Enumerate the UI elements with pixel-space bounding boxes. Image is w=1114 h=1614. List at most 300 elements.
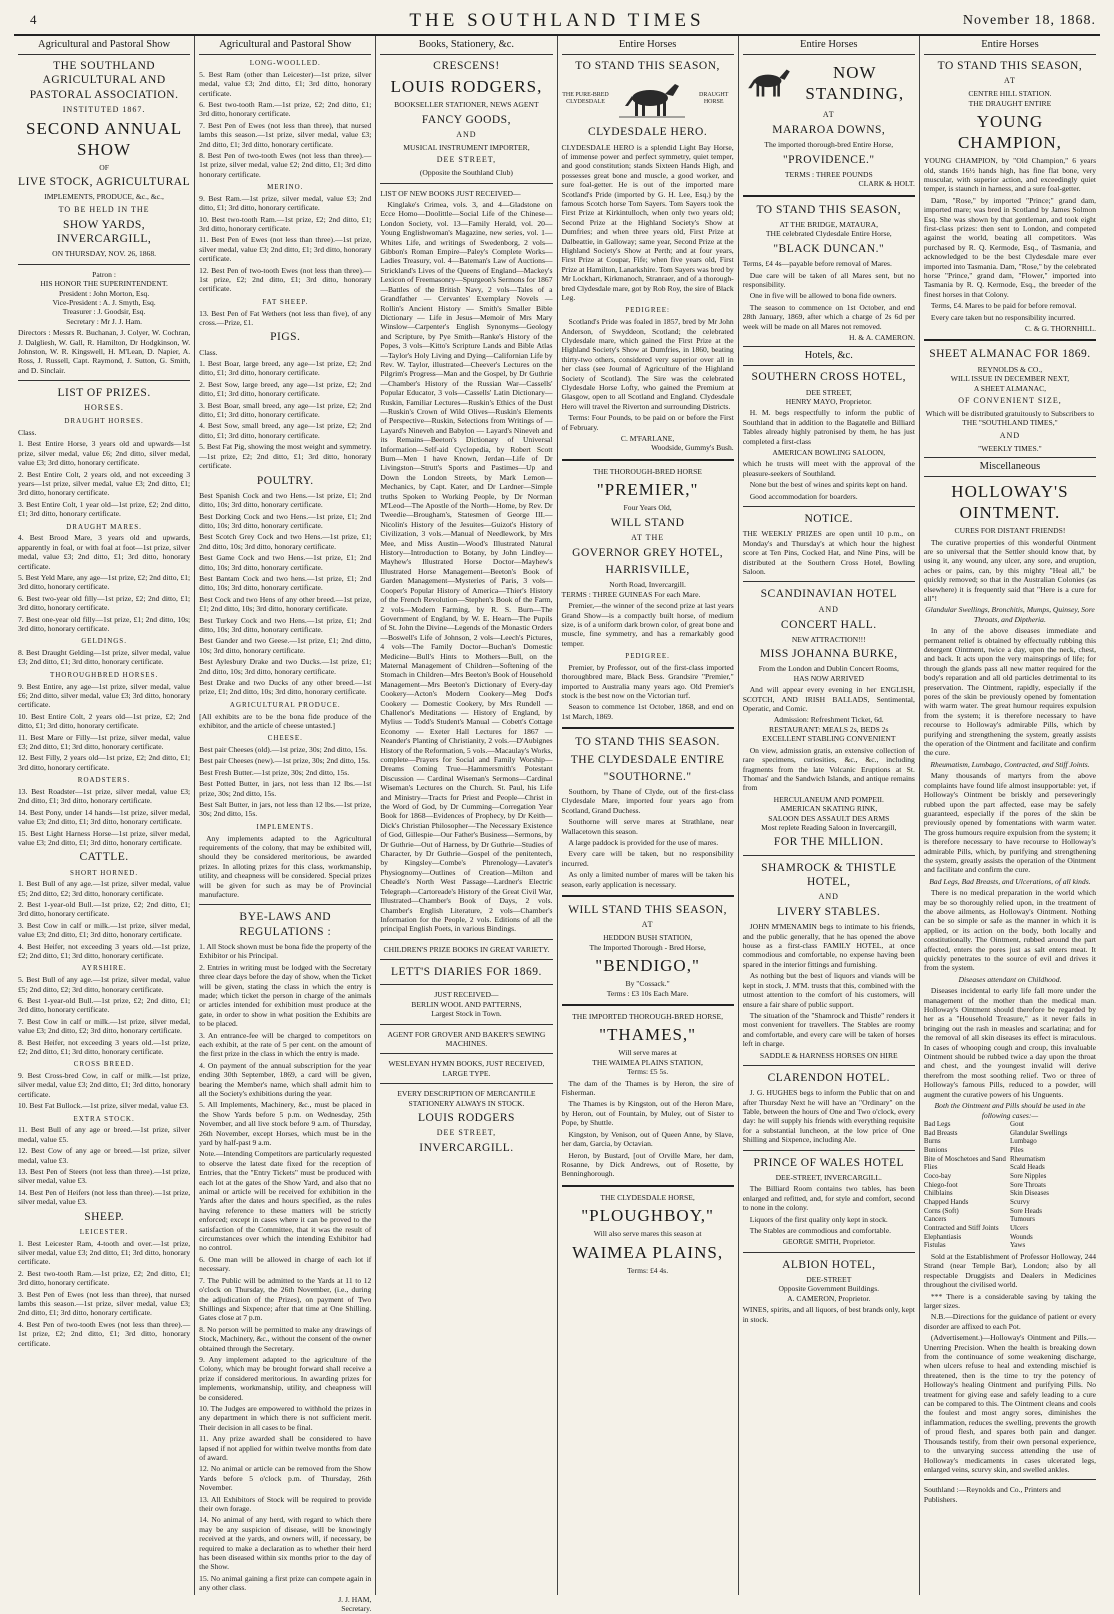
terms: Terms: Four Pounds, to be paid on or before the First of February. xyxy=(561,413,734,432)
prize-item: 2. Best Sow, large breed, any age—1st prize, £2; 2nd ditto, £1; 3rd ditto, honorary certificate. xyxy=(199,379,372,399)
pedigree-text: Scotland's Pride was foaled in 1857, bred by Mr John Anderson, of Swyddeon, Scotland; the celebrated Clydesdale mare, which gained the First Prize at the Highland Society's Show at Dumfries, in 1860, beating thirty-two others, considered very superior over all in her class (see Journal of Agriculture of the Highland Society of Scotland). The Sire was the celebrated Clydesdale Horse Lofty, who gained the Premium at Glasgow, open to all Scotland and England. Clydesdale Hero will travel the Riverton and surrounding Districts. xyxy=(561,317,734,411)
owner-address: Woodside, Gummy's Bush. xyxy=(651,443,734,453)
clarendon-text: J. G. HUGHES begs to inform the Public that on and after Thursday Next he will have an "Ordinary" on the Table, between the hours of One and Two o'clock, every day: he will supply his friends with everything requisite for a substantial luncheon, at the low price of One Shilling and Sixpence, including Ale. xyxy=(742,1088,915,1145)
sc-text: H. M. begs respectfully to inform the public of Southland that in addition to the Bagatelle and Billiard Tables already highly patronised by them, he has just completed a first-class xyxy=(742,408,915,446)
prize-item: Best Turkey Cock and two Hens.—1st prize, £1; 2nd ditto, 10s; 3rd ditto, honorary certificate. xyxy=(199,615,372,635)
prize-item: 5. Best Ram (other than Leicester)—1st prize, silver medal, value £3; 2nd ditto, £1; 3rd ditto, honorary certificate. xyxy=(199,69,372,98)
column-6 xyxy=(920,36,1100,1595)
newspaper-title: THE SOUTHLAND TIMES xyxy=(409,10,705,31)
holloway-text: There is no medical preparation in the world which may be so thoroughly relied upon, in the treatment of the above ailments, as Holloway's Ointment. Nothing can be so simple or safe as the manner in which it is applied, or its action on the body, both locally and constitutionally. The Ointment, rubbed around the part affected, enters the pores just as salt enters meat. It quickly penetrates to the source of evil and drives it from the system. xyxy=(923,888,1097,973)
just-received: JUST RECEIVED— xyxy=(434,990,499,1000)
patron-label: Patron : xyxy=(92,269,116,279)
prize-item: 10. Best two-tooth Ram.—1st prize, £2; 2nd ditto, £1; 3rd ditto, honorary certificate. xyxy=(199,214,372,234)
prize-item: 8. Best Draught Gelding—1st prize, silver medal, value £3; 2nd ditto, £1; 3rd ditto, honorary certificate. xyxy=(18,648,191,667)
sold-at: Sold at the Establishment of Professor Holloway, 244 Strand (near Temple Bar), London; also by all respectable Druggists and Dealers in Medicines throughout the civilised world. xyxy=(923,1251,1097,1290)
hero-description: CLYDESDALE HERO is a splendid Light Bay Horse, of immense power and perfect symmetry, quiet temper, and good constitution; stands Sixteen Hands High, and possesses great bone and muscle, a good worker, and sure foal-getter. He is out of the imported mare Scotland's Pride (imported by G. H. Lee, Esq.) by the famous Scotch horse Tom Sayers. Tom Sayers took the First Prize at Kirkintulloch, when only two years old; Second Prize at the Highland Society's Show at Dumfries; and when three years old, First Prize at Dalbeattie, in Galloway; same year, Second Prize at the Highland Society's Show at Perth; and at four years, First Prize at Coupar, Fife; when five years old, First Prize at Hamilton, Lanarkshire. Tom Sayers was bred by Mr Lockhart, Kirkmanoch, Stranraer, and of a thorough-bred Clydesdale mare, got by Rob Roy, the sire of Black Leg. xyxy=(561,142,734,303)
prize-item: 6. Best two-year old filly—1st prize, £2; 2nd ditto, £1; 3rd ditto, honorary certificate. xyxy=(18,593,191,613)
horse-illustration-icon xyxy=(743,65,795,101)
at-label: AT xyxy=(822,110,835,120)
cut-caption-right: DRAUGHT HORSE xyxy=(699,91,729,106)
case-item: Scurvy xyxy=(1009,1197,1030,1206)
case-item: Chilblains xyxy=(923,1189,953,1198)
column-4 xyxy=(558,36,739,1595)
printer-imprint: Southland :—Reynolds and Co., Printers and Publishers. xyxy=(923,1485,1061,1504)
case-item: Lumbago xyxy=(1009,1137,1037,1146)
childrens-books: CHILDREN'S PRIZE BOOKS IN GREAT VARIETY. xyxy=(383,944,550,954)
livery-stables: LIVERY STABLES. xyxy=(777,906,881,918)
short-horned-heading: SHORT HORNED. xyxy=(70,868,139,877)
advertisement-text: (Advertisement.)—Holloway's Ointment and Pills.—Unerring Precision. When the health is breaking down from the continuance of some weakening discharge, when ulcers refuse to heal and extending mischief is threatened, then is the time to try the potency of Holloway's healing Ointment and purifying Pills. No treatment for giving ease and safely leading to a cure can be compared to this. The Ointment cleans and cools the foulest and most angry sores, diminishes the inflammation, reduces the swelling, prevents the growth of proud flesh, and spares both pain and danger. Thousands testify, from their own personal experience, to the unvarying success attending the use of Holloway's medicaments in cases ulcerated legs, enlarged veins, scurvy skin, and swelled ankles. xyxy=(923,1333,1097,1474)
governor-grey-hotel: GOVERNOR GREY HOTEL, xyxy=(572,546,724,559)
to-stand-heading: TO STAND THIS SEASON, xyxy=(756,203,902,216)
waimea-station: THE WAIMEA PLAINS STATION, xyxy=(592,1057,703,1067)
miscellaneous-heading: Miscellaneous xyxy=(924,457,1096,477)
show-title: SECOND ANNUAL SHOW xyxy=(26,118,183,159)
prize-item: Best pair Cheeses (old).—1st prize, 30s; 2nd ditto, 15s. xyxy=(199,745,368,755)
case-item: Bad Breasts xyxy=(923,1128,958,1137)
pw-owner: GEORGE SMITH, Proprietor. xyxy=(782,1237,875,1247)
thames-name: "THAMES," xyxy=(599,1025,697,1045)
column-heading: Agricultural and Pastoral Show xyxy=(18,36,190,55)
prize-item: Best Cock and two Hens of any other breed.—1st prize, £1; 2nd ditto, 10s; 3rd ditto, honorary certificate. xyxy=(199,594,372,614)
now-standing: NOW STANDING, xyxy=(805,63,905,104)
class-label: Class. xyxy=(199,347,218,357)
southorne-text: Southorn, by Thane of Clyde, out of the first-class Clydesdale Mare, imported four years ago from Scotland, Grand Duchess. xyxy=(561,787,734,815)
implements: IMPLEMENTS, PRODUCE, &c., &c., xyxy=(44,192,164,202)
convenient-size: OF CONVENIENT SIZE, xyxy=(958,395,1062,405)
and-label: AND xyxy=(818,604,839,614)
case-item: Fistulas xyxy=(923,1241,946,1250)
prize-item: 2. Best two-tooth Ram.—1st prize, £2; 2nd ditto, £1; 3rd ditto, honorary certificate. xyxy=(18,1268,191,1288)
page-number: 4 xyxy=(30,12,37,27)
column-heading: Entire Horses xyxy=(743,36,915,55)
prize-item: 5. Best Fat Pig, showing the most weight and symmetry.—1st prize, £2; 2nd ditto, £1; 3rd ditto, honorary certificate. xyxy=(199,442,372,471)
prize-item: 13. Best Pen of Fat Wethers (not less than five), of any cross.—Prize, £1. xyxy=(199,308,372,327)
pigs-heading: PIGS. xyxy=(270,331,301,344)
saloon-arms: SALOON DES ASSAULT DES ARMS xyxy=(768,813,890,823)
prize-item: 7. Best one-year old filly—1st prize, £1; 2nd ditto, 10s; 3rd ditto, honorary certificate. xyxy=(18,614,191,633)
to-stand-heading: TO STAND THIS SEASON, xyxy=(575,60,720,73)
case-item: Contracted and Stiff Joints xyxy=(923,1223,999,1232)
bridge-mataura: AT THE BRIDGE, MATAURA, xyxy=(779,220,878,230)
case-item: Corns (Soft) xyxy=(923,1206,959,1215)
prize-item: Best Fresh Butter.—1st prize, 30s; 2nd ditto, 15s. xyxy=(199,767,350,777)
pw-street: DEE-STREET, INVERCARGILL. xyxy=(775,1172,882,1182)
premier-terms: TERMS : THREE GUINEAS For each Mare. xyxy=(561,589,701,599)
prize-item: 4. Best Heifer, not exceeding 3 years old.—1st prize, £2; 2nd ditto, £1; 3rd ditto, honorary certificate. xyxy=(18,941,191,961)
premier-heading: THE THOROUGH-BRED HORSE xyxy=(593,466,702,476)
bylaw-item: 8. No person will be permitted to make any drawings of Stock, Machinery, &c., without the consent of the owner obtained through the Secretary. xyxy=(199,1324,372,1353)
accommodation: Good accommodation for boarders. xyxy=(749,491,858,501)
agricultural-produce-heading: AGRICULTURAL PRODUCE. xyxy=(229,700,341,709)
column-3 xyxy=(376,36,557,1595)
to-stand-heading: TO STAND THIS SEASON, xyxy=(937,60,1083,73)
prize-item: Best Potted Butter, in jars, not less than 12 lbs.—1st prize, 30s; 2nd ditto, 15s. xyxy=(199,779,372,798)
will-stand: WILL STAND xyxy=(610,516,685,529)
albion-wines: WINES, spirits, and all liquors, of best brands only, kept in stock. xyxy=(742,1305,915,1324)
prize-item: 2. Best 1-year-old Bull.—1st prize, £2; 2nd ditto, £1; 3rd ditto, honorary certificate. xyxy=(18,900,191,919)
bylaw-item: 14. No animal of any herd, with regard to which there may be any suspicion of disease, will be knowingly received at the yards, and owners will, if necessary, be required to make a declaration as to whether their herd has been diseased within six months prior to the day of the Show. xyxy=(199,1515,372,1572)
merino-heading: MERINO. xyxy=(267,183,304,192)
prize-item: 2. Best Entire Colt, 2 years old, and not exceeding 3 years—1st prize, silver medal, value £3; 2nd ditto, £1; 3rd ditto, honorary certificate. xyxy=(18,469,191,498)
show-yards: SHOW YARDS, INVERCARGILL, xyxy=(56,218,152,246)
secretary-role: Secretary. xyxy=(341,1604,372,1614)
vice-president: Vice-President : A. J. Smyth, Esq. xyxy=(52,297,156,307)
holloway-text: Diseases incidental to early life fall more under the management of the mother than the medical man. Holloway's Ointment should therefore be regarded by her as a "Household Treasure," as it never fails in bringing out the rash in measles and scarlatina; and for the removal of all skin diseases its effect is miraculous. In cases of whooping cough and croup, this invaluable Ointment should be rubbed twice a day upon the throat and chest, and the youngest invalid will derive therefrom the most soothing relief. Two or three of Holloway's famous Pills, reduced to a powder, will augment the curative powers of his Unguents. xyxy=(923,986,1097,1099)
childhood-heading: Diseases attendant on Childhood. xyxy=(958,974,1062,984)
reading-saloon: Most replete Reading Saloon in Invercargill, xyxy=(761,822,897,832)
prize-item: 14. Best Pony, under 14 hands—1st prize, silver medal, value £3; 2nd ditto, £1; 3rd ditto, honorary certificate. xyxy=(18,807,191,827)
case-item: Sore Nipples xyxy=(1009,1171,1047,1180)
will-issue: WILL ISSUE IN DECEMBER NEXT, xyxy=(950,374,1070,384)
thames-text: Kingston, by Venison, out of Queen Anne, by Slave, her dam, Garcia, by Octavian. xyxy=(561,1129,734,1149)
new-books-heading: LIST OF NEW BOOKS JUST RECEIVED— xyxy=(380,188,521,198)
class-label: Class. xyxy=(18,428,37,437)
bylaw-item: 6. One man will be allowed in charge of each lot if necessary. xyxy=(199,1254,372,1274)
prize-item: 1. Best Bull of any age.—1st prize, silver medal, value £5; 2nd ditto, £2; 3rd ditto, honorary certificate. xyxy=(18,879,191,898)
bookseller-name: LOUIS RODGERS, xyxy=(390,77,543,97)
case-item: Scald Heads xyxy=(1009,1163,1045,1172)
prize-item: 13. Best Roadster—1st prize, silver medal, value £3; 2nd ditto, £1; 3rd ditto, honorary certificate. xyxy=(18,786,191,806)
owner-name: H. & A. CAMERON. xyxy=(849,332,915,342)
providence-name: "PROVIDENCE." xyxy=(782,153,875,166)
premier-name: "PREMIER," xyxy=(596,480,699,500)
cases-right-column xyxy=(1010,1120,1096,1250)
prize-item: 7. Best Cow in calf or milk.—1st prize, silver medal, value £3; 2nd ditto, £2; 3rd ditto, honorary certificate. xyxy=(18,1016,191,1036)
centre-hill: CENTRE HILL STATION. xyxy=(968,89,1052,99)
stabling: EXCELLENT STABLING CONVENIENT xyxy=(762,734,896,744)
signature-name: LOUIS RODGERS xyxy=(417,1112,515,1125)
issue-date: November 18, 1868. xyxy=(962,13,1096,28)
at-label: AT xyxy=(1004,76,1016,86)
appear-text: And will appear every evening in her ENGLISH, SCOTCH, AND IRISH BALLADS, Sentimental, Operatic, and Comic. xyxy=(742,685,915,714)
thames-terms: Terms: £5 5s. xyxy=(627,1067,669,1077)
case-item: Chiego-foot xyxy=(923,1180,958,1189)
rheumatism-heading: Rheumatism, Lumbago, Contracted, and Stiff Joints. xyxy=(930,759,1090,769)
prize-item: 5. Best Bull of any age.—1st prize, silver medal, value £5; 2nd ditto, £2; 3rd ditto, honorary certificate. xyxy=(18,975,191,994)
prize-item: Best Bantam Cock and two hens.—1st prize, £1; 2nd ditto, 10s; 3rd ditto, honorary certificate. xyxy=(199,574,372,593)
pw-stables: The Stables are commodious and comfortable. xyxy=(749,1225,891,1235)
street: DEE STREET, xyxy=(436,155,497,165)
directors: Directors : Messrs R. Buchanan, J. Colyer, W. Cochran, J. Dalgliesh, W. Gall, R. Hamilton, Dr Hodgkinson, W. Johnston, W. R. Kingswell, H. M'Lean, D. Napier, A. Ross, J. Russell, Capt. Raymond, J. Sutton, G. Smith, and D. Sinclair. xyxy=(18,328,191,375)
patron: HIS HONOR THE SUPERINTENDENT. xyxy=(40,279,168,289)
prize-item: 9. Best Ram.—1st prize, silver medal, value £3; 2nd ditto, £1; 3rd ditto, honorary certificate. xyxy=(199,193,372,213)
mararoa-downs: MARAROA DOWNS, xyxy=(772,124,886,137)
prince-of-wales-hotel: PRINCE OF WALES HOTEL xyxy=(753,1156,905,1169)
shamrock-text: JOHN M'MENAMIN begs to intimate to his friends, and the public generally, that he has opened the above house as a first-class FAMILY HOTEL, at once commodious and comfortable, no expense having been spared in the interior fittings and furnishing. xyxy=(742,922,915,969)
albion-hotel: ALBION HOTEL, xyxy=(782,1258,876,1271)
holloway-text: The curative properties of this wonderful Ointment are so universal that the Settler should know that, by using it, any wound, any ulcer, any sore, and eruption, aches or pains, can, by this mighty "Heal all," be quickly removed; so that in the Australian Colonies (as elsewhere) it is frequently said that "Here is a cure for all"! xyxy=(923,537,1097,603)
nb-note: N.B.—Directions for the guidance of patient or every disorder are affixed to each Pot. xyxy=(923,1312,1097,1331)
case-item: Skin Diseases xyxy=(1009,1189,1050,1198)
bd-allowance: One in five will be allowed to bona fide owners. xyxy=(749,291,897,301)
column-5 xyxy=(739,36,920,1595)
prize-item: Best Dorking Cock and two Hens.—1st prize, £1; 2nd ditto, 10s; 3rd ditto, honorary certificate. xyxy=(199,511,372,530)
thames-heading: THE IMPORTED THOROUGH-BRED HORSE, xyxy=(572,1011,724,1021)
prize-item: 13. Best Pen of Steers (not less than three).—1st prize, silver medal, value £3. xyxy=(18,1167,191,1186)
prize-item: Best Gander and two Geese.—1st prize, £1; 2nd ditto, 10s; 3rd ditto, honorary certificate. xyxy=(199,636,372,655)
prize-item: 9. Best Entire, any age—1st prize, silver medal, value £6; 2nd ditto, silver medal, value £3; 3rd ditto, honorary certificate. xyxy=(18,681,191,710)
premier-season: Season to commence 1st October, 1868, and end on 1st March, 1869. xyxy=(561,702,734,721)
implements-heading: IMPLEMENTS. xyxy=(256,822,314,831)
produce-note: [All exhibits are to be the bona fide produce of the exhibitor, and the article of cheese untasted.] xyxy=(199,711,372,730)
ayrshire-heading: AYRSHIRE. xyxy=(81,964,127,973)
case-item: Chapped Hands xyxy=(923,1197,969,1206)
ploughboy-serve: Will also serve mares this season at xyxy=(593,1229,702,1239)
holloway-text: In any of the above diseases immediate and permanent relief is obtained by effectually rubbing this detergent Ointment, twice a day, upon the neck, chest, and back. It acts upon the very mainsprings of life; for through the glands pass all new matter required for the body's reparation and all old particles detrimental to its preservation. The Ointment, rapidly, especially if the pores of the skin be previously opened by fomentation with warm water. The great humour requires expulsion from the system; it is therefore necessary to have recourse to Holloway's admirable Pills, which by purifying and strengthening the system, greatly assists the operation of the Ointment and facilitate and confirm the cure. xyxy=(923,626,1097,758)
president: President : John Morton, Esq. xyxy=(58,288,150,298)
bd-season: The season to commence on 1st October, and end 28th January, 1869, after which a charge of 2s 6d per week will be made on all Mares not removed. xyxy=(742,302,915,331)
north-road: North Road, Invercargill. xyxy=(609,580,686,590)
masthead xyxy=(14,4,1100,36)
sc-owner: HENRY MAYO, Proprietor. xyxy=(785,397,872,407)
young-champion-name: YOUNG CHAMPION, xyxy=(957,111,1062,153)
from-london: From the London and Dublin Concert Rooms, xyxy=(758,664,899,674)
prize-item: 3. Best Entire Colt, 1 year old—1st prize, £2; 2nd ditto, £1; 3rd ditto, honorary certificate. xyxy=(18,499,191,519)
draught-horses-heading: DRAUGHT HORSES. xyxy=(64,417,144,426)
yc-text: YOUNG CHAMPION, by "Old Champion," 6 years old, stands 16½ hands high, has fine flat bone, very muscular, with superior action, and exceedingly quiet temper, is staunch in harness, and a sure foal-getter. xyxy=(923,156,1097,194)
has-arrived: HAS NOW ARRIVED xyxy=(793,673,864,683)
prize-item: 15. Best Light Harness Horse—1st prize, silver medal, value £3; 2nd ditto, £1; 3rd ditto, honorary certificate. xyxy=(18,828,191,847)
column-1 xyxy=(14,36,195,1595)
notice-text: THE WEEKLY PRIZES are open until 10 p.m., on Monday's and Thursday's at which hour the highest score at Ten Pins, Cocked Hat, and Nine Pins, will be distributed at the Southern Cross Hotel, Bowling Saloon. xyxy=(742,529,915,576)
imported-horse: The imported thorough-bred Entire Horse, xyxy=(764,140,894,150)
albion-street: DEE-STREET xyxy=(806,1274,852,1284)
hotels-heading: Hotels, &c. xyxy=(743,346,915,366)
letts-diaries: LETT'S DIARIES FOR 1869. xyxy=(391,966,542,979)
held-label: TO BE HELD IN THE xyxy=(58,204,150,214)
bd-care: Due care will be taken of all Mares sent, but no responsibility. xyxy=(742,270,915,289)
prize-item: 4. Best Brood Mare, 3 years old and upwards, apparently in foal, or with foal at foot—1st prize, silver medal, value £3; 2nd ditto, £1; 3rd ditto, honorary certificate. xyxy=(18,533,191,571)
yc-pedigree: Dam, "Rose," by imported "Prince;" grand dam, imported mare; was bred in Scotland by James Solmon Esq. She was shown by that gentleman, and took eight first-class prizes: then sent to London, and competed against the world, beating all competitors. Was purchased by R. Q. Kermode, Esq., of Tasmania, and acknowledged to be the best Clydesdale mare ever imported into Tasmania. Dam, "Rose," by the celebrated horse "Prince," grand dam, "Flower," imported into Tasmania by R. Q. Kermode, Esq., the breeder of the finest horses in that Colony. xyxy=(923,195,1097,299)
waimea-plains: WAIMEA PLAINS, xyxy=(572,1242,724,1262)
prize-item: 3. Best Boar, small breed, any age—1st prize, £2; 2nd ditto, £1; 3rd ditto, honorary certificate. xyxy=(199,400,372,420)
will-stand-heading: WILL STAND THIS SEASON, xyxy=(568,904,727,917)
prize-item: 10. Best Entire Colt, 2 years old—1st prize, £2; 2nd ditto, £1; 3rd ditto, honorary certificate. xyxy=(18,711,191,731)
thames-text: The dam of the Thames is by Heron, the sire of Fisherman. xyxy=(561,1078,734,1098)
and-label: AND xyxy=(456,130,477,139)
black-duncan-name: "BLACK DUNCAN." xyxy=(773,242,885,255)
cattle-heading: CATTLE. xyxy=(79,851,129,864)
owner-name: C. M'FARLANE, xyxy=(620,433,675,443)
column-heading: Books, Stationery, &c. xyxy=(380,36,552,55)
bylaw-item: 9. Any implement adapted to the agriculture of the Colony, which may be brought forward shall receive a prize if considered meritorious. In awarding prizes for implements, workmanship, utility, and cheapness will be considered. xyxy=(199,1354,372,1402)
case-item: Burns xyxy=(923,1137,941,1146)
best-wines: None but the best of wines and spirits kept on hand. xyxy=(749,480,908,490)
prize-item: 6. Best two-tooth Ram.—1st prize, £2; 2nd ditto, £1; 3rd ditto, honorary certificate. xyxy=(199,99,372,119)
serve-at: Will serve mares at xyxy=(618,1048,677,1058)
geldings-heading: GELDINGS. xyxy=(81,637,127,646)
prize-item: 3. Best Cow in calf or milk.—1st prize, silver medal, value £3; 2nd ditto, £1; 3rd ditto, honorary certificate. xyxy=(18,920,191,940)
johanna-burke: MISS JOHANNA BURKE, xyxy=(759,648,898,661)
sheet-almanac-heading: SHEET ALMANAC FOR 1869. xyxy=(929,348,1091,361)
extra-stock-heading: EXTRA STOCK. xyxy=(73,1114,135,1123)
cases-table xyxy=(924,1120,1096,1250)
prize-item: Best Scotch Grey Cock and two Hens.—1st prize, £1; 2nd ditto, 10s; 3rd ditto, honorary certificate. xyxy=(199,532,372,551)
sc-street: DEE STREET, xyxy=(805,387,852,397)
prize-item: 11. Best Mare or Filly—1st prize, silver medal, value £3; 2nd ditto, £1; 3rd ditto, honorary certificate. xyxy=(18,732,191,751)
holloway-ointment: HOLLOWAY'S OINTMENT. xyxy=(951,481,1069,523)
case-item: Sore Heads xyxy=(1009,1206,1043,1215)
signature-street: DEE STREET, xyxy=(436,1128,497,1138)
saddle-harness: SADDLE & HARNESS HORSES ON HIRE xyxy=(759,1050,898,1060)
poultry-heading: POULTRY. xyxy=(256,474,314,487)
case-item: Sore Throats xyxy=(1009,1180,1046,1189)
prize-item: Best pair Cheeses (new).—1st prize, 30s; 2nd ditto, 15s. xyxy=(199,756,371,766)
weekly-times: "WEEKLY TIMES." xyxy=(978,443,1042,453)
owner-name: CLARK & HOLT. xyxy=(858,179,915,189)
prize-item: Best Drake and two Ducks of any other breed.—1st prize, £1; 2nd ditto, 10s; 3rd ditto, honorary certificate. xyxy=(199,678,372,697)
newspaper-columns xyxy=(14,36,1100,1614)
case-item: Rheumatism xyxy=(1009,1154,1046,1163)
bylaw-item: 7. The Public will be admitted to the Yards at 11 to 12 o'clock on Thursday, the 26th November, (i.e., during the adjudication of the Prizes), on payment of Two Shillings and Sixpence; after that time at One Shilling. Gates close at 7 p.m. xyxy=(199,1275,372,1323)
pedigree-heading: PEDIGREE. xyxy=(625,652,670,661)
case-item: Cancers xyxy=(923,1215,947,1224)
sewing-agent: AGENT FOR GROVER AND BAKER'S SEWING MACHINES. xyxy=(387,1029,546,1048)
musical-importer: MUSICAL INSTRUMENT IMPORTER, xyxy=(403,142,530,152)
admission: Admission: Refreshment Ticket, 6d. xyxy=(773,715,884,725)
prize-item: Best Aylesbury Drake and two Ducks.—1st prize, £1; 2nd ditto, 10s; 3rd ditto, honorary certificate. xyxy=(199,657,372,676)
draught-entire: THE DRAUGHT ENTIRE xyxy=(968,98,1052,108)
and-label: AND xyxy=(999,430,1021,440)
prize-item: 7. Best Pen of Ewes (not less than three), that nursed lambs this season.—1st prize, silver medal, value £3; 2nd ditto, £1; 3rd ditto, honorary certificate. xyxy=(199,120,372,149)
bylaw-item: 11. Any prize awarded shall be considered to have lapsed if not applied for within twelve months from date of award. xyxy=(199,1434,372,1463)
show-date: ON THURSDAY, NOV. 26, 1868. xyxy=(52,249,157,259)
case-item: Piles xyxy=(1009,1145,1024,1154)
skating-rink: AMERICAN SKATING RINK, xyxy=(780,804,878,814)
thoroughbred-heading: THOROUGHBRED HORSES. xyxy=(49,670,159,679)
case-item: Bunions xyxy=(923,1145,948,1154)
bylaw-item: 5. All Implements, Machinery, &c., must be placed in the Show Yards before 5 p.m. on Wednesday, 25th November, and all live stock before 9 a.m. of Thursday, 26th November, except Horses, which must be in the yard by half-past 9 a.m. xyxy=(199,1100,372,1148)
thames-text: Heron, by Bustard, [out of Orville Mare, her dam, Rosanne, by Dick Andrews, out of Rosette, by Benninghorough. xyxy=(561,1150,734,1179)
prize-item: Best Salt Butter, in jars, not less than 12 lbs.—1st prize, 30s; 2nd ditto, 15s. xyxy=(199,800,372,819)
bylaw-item: 4. On payment of the annual subscription for the year ending 30th September, 1869, a card will be given, bearing the Member's name, which shall admit him to all the Society's exhibitions during the year. xyxy=(199,1060,372,1098)
fat-sheep-heading: FAT SHEEP. xyxy=(262,297,309,306)
harrisville: HARRISVILLE, xyxy=(605,564,690,577)
restaurant: RESTAURANT: MEALS 2s, BEDS 2s xyxy=(769,724,889,734)
treasurer: Treasurer : J. Goodsir, Esq. xyxy=(62,307,146,317)
bylaw-item: 15. No animal gaining a first prize can compete again in any other class. xyxy=(199,1573,372,1593)
prize-item: 12. Best Pen of two-tooth Ewes (not less than three).—1st prize, £2; 2nd ditto, £1; 3rd ditto, honorary certificate. xyxy=(199,265,372,294)
reynolds: REYNOLDS & CO., xyxy=(977,364,1043,374)
draught-mares-heading: DRAUGHT MARES. xyxy=(66,522,142,531)
case-item: Bad Legs xyxy=(923,1119,951,1128)
at-label: AT xyxy=(641,920,654,930)
prize-item: 11. Best Pen of Ewes (not less than three).—1st prize, silver medal, value £3; 2nd ditto, £1; 3rd ditto, honorary certificate. xyxy=(199,235,372,264)
concert-hall: CONCERT HALL. xyxy=(780,618,877,631)
prize-item: Best Game Cock and two Hens.—1st prize, £1; 2nd ditto, 10s; 3rd ditto, honorary certificate. xyxy=(199,553,372,572)
notice-heading: NOTICE. xyxy=(804,513,854,526)
bowling-text: which he trusts will meet with the approval of the pleasure-seekers of Southland. xyxy=(742,459,915,478)
signature-town: INVERCARGILL. xyxy=(419,1142,514,1155)
southorne-heading: THE CLYDESDALE ENTIRE xyxy=(570,753,725,766)
prize-item: 10. Best Fat Bullock.—1st prize, silver medal, value £3. xyxy=(18,1101,189,1111)
premier-age: Four Years Old, xyxy=(623,503,672,513)
albion-opposite: Opposite Government Buildings. xyxy=(778,1284,880,1294)
opposite-club: (Opposite the Southland Club) xyxy=(419,168,513,178)
book-list: Kinglake's Crimea, vols. 3, and 4—Gladstone on Ecce Homo—Doolittle—Social Life of the Chinese—London Society, vol. 13—Family Herald, vol. 20—Young Englishwoman's Magazine, new series, vol. 1—Whites Life, and writings of Swedenborg, 2 vols—Gibbon's Roman Empire—Paley's Complete Works—Ladies Treasury, vol. 4—Bateman's Law of Auctions—Strickland's Lives of the Queens of England—Mackey's Lexicon of Freemasonry—Spurgeon's Sermons for 1867—Battles of the British Navy, 2 vols—Tales of a Grandfather — Cervantes' Exemplary Novels — Rollin's Ancient History — Smith's Smaller Bible Dictionary — Life in Jesus—Memoir of Mrs Mary Winslow—Carpenter's English Synonyms—Geology and Scripture, by Pye Smith—Ranke's History of the Popes, 3 vols—Kitto's Scripture Lands and Bible Atlas—Taylor's Holy Living and Dying—Californian Life by Rev. W. Taylor, illustrated—Cheever's Lectures on the Pilgrim's Progress—Man and the Gospel, by Dr Guthrie—Chamber's History of the Russian War—Cassells' Popular Educator, 3 vols—Cassells' Latin Dictionary—Ruskin, Familiar Lectures—Ruskin's Ethics of the Dust—Ruskin's Crown of Wild Olives—Ruskin's Elements of Perspective—Ruskin, Selections from Writings of — Layard's Nineveh and Babylon — Layard's Nineveh and its Remains—Beeton's Dictionary of Universal Information—Self-aid Cyclopedia, by Robert Scott Burn—Men I have Known, Jerdan—Life of Dr Livingston—Strutt's Sports and Pastimes—Up and Down the London Streets, by Mark Lemon—Mechanics, by Capt. Kater, and Dr Lardner—Simple truths Spoken to Working People, by Dr Norman M'Leod—The Apostle of the North—Home, by Rev. Dr Tweedie—Brougham's, Statesmen of George III.—Nicolin's History of the Jesuites—Guizot's History of Civilization, 3 vols.—Manual of Needlework, by Mrs Mee, and Miss Austin—Wood's Illustrated Natural History—Introduction to Botany, by John Lindley—Mayhew's Illustrated Horse Doctor—Mayhew's Illustrated Horse Management—Beeton's Book of Garden Management—Mysteries of Paris, 3 vols—Cooper's Popular History of America—Thier's History of the French Revolution—Stephen's Book of the Farm, 2 vols—Modern Farming, by R. S. Burn—The Government of England, by W. E. Hearn—The Pupils of St. John the Divine—Legends of the Monastic Orders—Boswell's Life of Johnson, 2 vols—Leech's Pictures, 4 vols—The Family Doctor—Buchan's Domestic Medicine—Bull's Hints to Mothers—Bull, on the Maternal Management of Children—Softening of the Stomach in Children—Mrs Beeton's Book of Household Management—Mrs Beeton's Dictionary of Every-day Cookery—Acton's Modern Cookery—Meg Dod's Cookery — Domestic Cookery, by Mrs Rundell — Challenor's Meditations — History of England, by Mylius — Todd's Student's Manual — Cobett's Cottage Economy — Exeter Hall Lectures for 1867 — Neander's Planting of Christianity, 2 vols.—D'Aubignes History of the Reformation, 5 vols.—Macaulay's Works, complete—Prayers for Social and Family Worship—Dreams Coming True—Hammersmith's Potestant Discussion — Cardinal Wiseman's Sermons—Cardinal Wiseman's Lectures on the Church. St. Paul, his Life and Ministry—Tracts for Priest and People—Christ in the Word of God, by Dr Cumming—Corregation Year Book for 1868—Evidences of Prophecy, by Dr Keith—Dick's Christian Philosopher—The Necessary Existence of God, Gillespie—Our Father's Business—Sermons, by Dr Guthrie—Out of Harness, by Dr Guthrie—Studies of Character, by Dr Guthrie—Gospel of the penitentech, by Kingsley—Combe's Phrenology—Lavater's Physiognomy—Outlines of Creation—Milton and Cheadle's North West Passage—Lardner's Electric Telegraph—Cartoreade's History of the Great Civil War, Illustrated—Chamber's Book of Days, 2 vols. Chamber's English Literature, 2 vols—Chamber's Information for the People, 2 vols. Editions of all the principal English Poets, in various Bindings. xyxy=(380,200,553,934)
heddon-bush: HEDDON BUSH STATION, xyxy=(603,933,693,943)
thames-text: The Thames is by Kingston, out of the Heron Mare, by Heron, out of Fountain, by Muley, out of Sister to Pope, by Shuttle. xyxy=(561,1099,734,1128)
prize-item: 5. Best Yeld Mare, any age—1st prize, £2; 2nd ditto, £1; 3rd ditto, honorary certificate. xyxy=(18,572,191,592)
leicester-heading: LEICESTER. xyxy=(79,1227,129,1236)
column-heading: Entire Horses xyxy=(924,36,1096,55)
bylaw-item: 2. Entries in writing must be lodged with the Secretary three clear days before the day of show, when the Ticket will be given, stating the class in which the entry is made; which ticket the person in charge of the animals or articles intended for exhibition must produce at the gate, in order to show in what position the Exhibits are to be placed. xyxy=(199,962,372,1029)
case-item: Coco-bay xyxy=(923,1171,952,1180)
bookseller-trade: BOOKSELLER STATIONER, NEWS AGENT xyxy=(394,100,539,110)
association-name: THE SOUTHLAND AGRICULTURAL AND PASTORAL ASSOCIATION. xyxy=(29,60,179,101)
by-cossack: By "Cossack." xyxy=(625,979,670,989)
bylaw-item: 3. An entrance-fee will be charged to competitors on each exhibit, at the rate of 5 per cent. on the amount of the first prize in the class in which the entry is made. xyxy=(199,1030,372,1059)
largest-stock: Largest Stock in Town. xyxy=(431,1009,502,1019)
cases-left-column xyxy=(924,1120,1010,1250)
roadsters-heading: ROADSTERS. xyxy=(77,776,131,785)
clarendon-hotel: CLARENDON HOTEL. xyxy=(767,1071,890,1084)
crescens: CRESCENS! xyxy=(433,60,500,73)
prize-item: 8. Best Heifer, not exceeding 3 years old.—1st prize, £2; 2nd ditto, £1; 3rd ditto, honorary certificate. xyxy=(18,1037,191,1056)
limited-note: As only a limited number of mares will be taken his season, early application is necessary. xyxy=(561,870,734,889)
prize-item: 1. Best Boar, large breed, any age—1st prize, £2; 2nd ditto, £1; 3rd ditto, honorary certificate. xyxy=(199,359,372,378)
for-the-million: FOR THE MILLION. xyxy=(773,836,884,849)
prize-item: 12. Best Filly, 2 years old—1st prize, £2; 2nd ditto, £1; 3rd ditto, honorary certificate. xyxy=(18,753,191,772)
case-item: Glandular Swellings xyxy=(1009,1128,1068,1137)
celebrated-horse: THE celebrated Clydesdale Entire Horse, xyxy=(765,229,892,239)
pw-text: The Billiard Room contains two tables, has been enlarged and refitted, and, for style and comfort, second to none in the colony. xyxy=(742,1184,915,1213)
and-label: AND xyxy=(818,892,839,902)
cheese-heading: CHEESE. xyxy=(267,734,303,743)
column-heading: Agricultural and Pastoral Show xyxy=(199,36,371,55)
shamrock-hotel: SHAMROCK & THISTLE HOTEL, xyxy=(761,861,897,888)
cross-breed-heading: CROSS BREED. xyxy=(73,1060,135,1069)
column-2 xyxy=(195,36,376,1614)
case-item: Gout xyxy=(1009,1119,1024,1128)
column-heading: Entire Horses xyxy=(562,36,734,55)
glandular-heading: Glandular Swellings, Bronchitis, Mumps, Quinsey, Sore Throats, and Diptheria. xyxy=(925,605,1095,624)
bendigo-terms: Terms : £3 10s Each Mare. xyxy=(606,988,689,998)
bylaw-item: 10. The Judges are empowered to withhold the prizes in any department in which there is not sufficient merit. Their decision in all cases to be final. xyxy=(199,1403,372,1432)
yc-terms: Terms, £4. Mares to be paid for before removal. xyxy=(930,301,1077,311)
prize-item: 1. Best Entire Horse, 3 years old and upwards—1st prize, silver medal, value £6; 2nd ditto, silver medal, value £3; 3rd ditto, honorary certificate. xyxy=(18,439,191,468)
berlin-wool: BERLIN WOOL AND PATTERNS, xyxy=(411,999,522,1009)
scandinavian-hotel: SCANDINAVIAN HOTEL xyxy=(760,588,897,601)
implements-text: Any implements adapted to the Agricultural requirements of the colony, that may be exhibited will, should they be considered meritorious, be awarded prizes. In alloting prizes for this class, workmanship, utility, and cheapness will be considered. Special prizes will be given for such as may be of Provincial manufacture. xyxy=(199,833,372,899)
bowling-saloon: AMERICAN BOWLING SALOON, xyxy=(772,448,886,458)
bylaw-item: 12. No animal or article can be removed from the Show Yards before 5 o'clock p.m. of Thursday, 26th November. xyxy=(199,1464,372,1493)
holloway-text: Many thousands of martyrs from the above complaints have found life almost insupportable: yet, if Holloway's Ointment be briskly and perseveringly rubbed upon the part affected, ease may be safely guaranteed, especially if the pores of the skin be previously opened by fomentations with warm water. The gross humours require expulsion from the system; it is therefore necessary to have recourse to Holloway's admirable Pills, which, by purifying and strengthening the system, greatly assists the operation of the Ointment and facilitate and confirm the cure. xyxy=(923,771,1097,875)
prize-item: 3. Best Pen of Ewes (not less than three), that nursed lambs this season.—1st prize, silver medal, value £3; 2nd ditto, £1; 3rd ditto, honorary certificate. xyxy=(18,1289,191,1318)
to-stand-heading: TO STAND THIS SEASON. xyxy=(575,736,720,749)
saving-note: *** There is a considerable saving by taking the larger sizes. xyxy=(923,1291,1097,1311)
prize-item: 4. Best Sow, small breed, any age—1st prize, £2; 2nd ditto, £1; 3rd ditto, honorary certificate. xyxy=(199,421,372,440)
imported-horse: The Imported Thorough - Bred Horse, xyxy=(589,942,706,952)
prize-item: Best Spanish Cock and two Hens.—1st prize, £1; 2nd ditto, 10s; 3rd ditto, honorary certificate. xyxy=(199,490,372,510)
bendigo-name: "BENDIGO," xyxy=(595,956,700,976)
prize-item: 12. Best Cow of any age or breed.—1st prize, silver medal, value £3. xyxy=(18,1146,191,1165)
ploughboy-name: "PLOUGHBOY," xyxy=(581,1206,714,1226)
horses-heading: HORSES. xyxy=(84,403,124,413)
bylaw-item: Note.—Intending Competitors are particularly requested to observe the latest date fixed for the reception of Entries, that the "Entry Tickets" must be produced with each lot at the gates of the Show Yard, and also that no animal or article will be received for exhibition in the Yards after the dates and hours specified, as the rules having reference to these matters will be strictly enforced; except in cases where it can be proved to the satisfaction of the Committee, that it was the result of circumstances over which the intending Exhibitor had no control. xyxy=(199,1149,372,1253)
shamrock-text: The situation of the "Shamrock and Thistle" renders it most convenient for travellers. The Stables are roomy and comfortable, and every care will be taken of horses left in charge. xyxy=(742,1010,915,1049)
case-item: Ulcers xyxy=(1009,1223,1029,1232)
bylaw-item: 13. All Exhibitors of Stock will be required to provide their own forage. xyxy=(199,1494,372,1514)
long-wooled-heading: LONG-WOOLLED. xyxy=(249,59,321,68)
sheep-heading: SHEEP. xyxy=(84,1210,124,1223)
a-sheet: A SHEET ALMANAC, xyxy=(973,383,1047,393)
prize-item: 9. Best Cross-bred Cow, in calf or milk.—1st prize, silver medal, value £3; 2nd ditto, £1; 3rd ditto, honorary certificate. xyxy=(18,1071,191,1099)
live-stock: LIVE STOCK, AGRICULTURAL xyxy=(18,176,191,189)
providence-terms: TERMS : THREE POUNDS xyxy=(784,169,873,179)
prize-item: 14. Best Pen of Heifers (not less than three).—1st prize, silver medal, value £3. xyxy=(18,1187,191,1207)
